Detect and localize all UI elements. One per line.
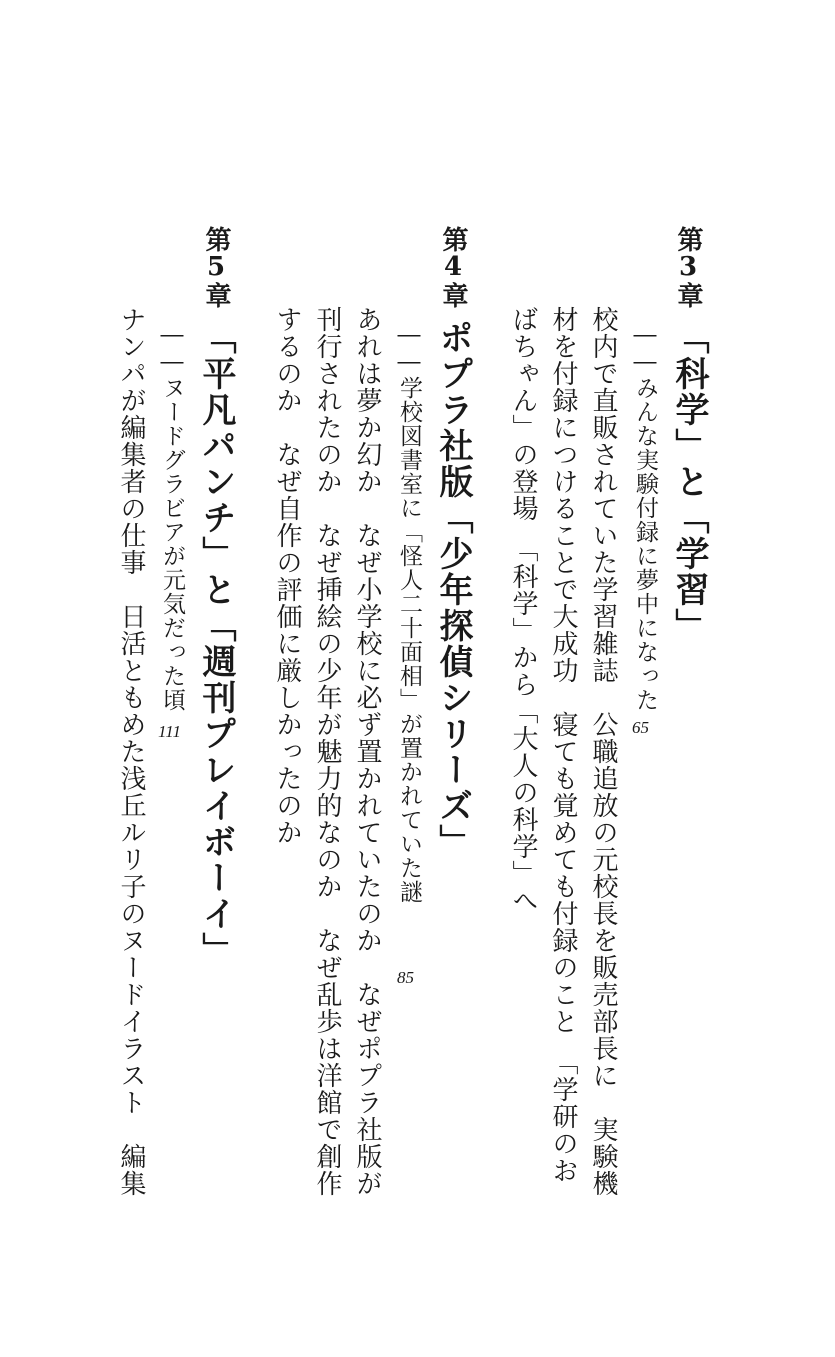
chapter-4-body-line-1: あれは夢か幻か なぜ小学校に必ず置かれていたのか なぜポプラ社版が: [352, 306, 382, 1197]
chapter-3-body-line-1: 校内で直販されていた学習雑誌 公職追放の元校長を販売部長に 実験機: [588, 306, 618, 1197]
chapter-5-number: 第5章: [201, 226, 231, 308]
chapter-4-page-number: 85: [397, 968, 414, 987]
chapter-5-page-number: 111: [158, 722, 181, 741]
chapter-4-number: 第4章: [438, 226, 468, 308]
chapter-3-title: 「科学」と「学習」: [669, 320, 709, 644]
chapter-3-number: 第3章: [673, 226, 703, 308]
chapter-4-title: ポプラ社版「少年探偵シリーズ」: [433, 320, 473, 860]
chapter-4-body-line-3: するのか なぜ自作の評価に厳しかったのか: [272, 306, 302, 846]
chapter-3-subtitle: ――みんな実験付録に夢中になった: [632, 322, 658, 712]
chapter-5-subtitle: ――ヌードグラビアが元気だった頃: [159, 322, 185, 712]
chapter-3-page-number: 65: [632, 718, 649, 737]
chapter-4-subtitle: ――学校図書室に「怪人二十面相」が置かれていた謎: [396, 322, 422, 904]
chapter-5-body-line-1: ナンパが編集者の仕事 日活ともめた浅丘ルリ子のヌードイラスト 編集: [116, 306, 146, 1197]
chapter-3-body-line-2: 材を付録につけることで大成功 寝ても覚めても付録のこと 「学研のお: [548, 306, 578, 1184]
chapter-4-body-line-2: 刊行されたのか なぜ挿絵の少年が魅力的なのか なぜ乱歩は洋館で創作: [312, 306, 342, 1197]
chapter-5-title: 「平凡パンチ」と「週刊プレイボーイ」: [196, 320, 236, 968]
chapter-3-body-line-3: ばちゃん」の登場 「科学」から「大人の科学」へ: [508, 306, 538, 914]
